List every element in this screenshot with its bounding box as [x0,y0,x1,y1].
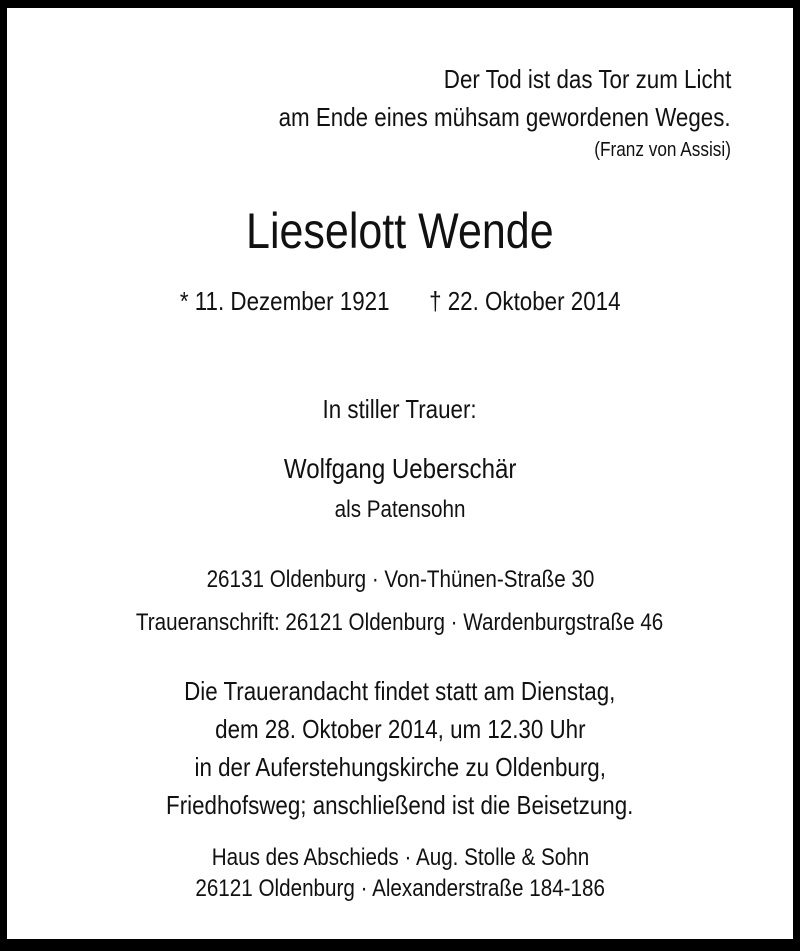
service-line-3: in der Auferstehungskirche zu Oldenburg, [194,752,606,782]
mourner-relation: als Patensohn [334,496,466,523]
funeral-home-name: Haus des Abschieds · Aug. Stolle & Sohn [211,844,589,871]
home-address: 26131 Oldenburg · Von-Thünen-Straße 30 [206,566,594,593]
funeral-home-address: 26121 Oldenburg · Alexanderstraße 184-186 [195,875,605,902]
death-date: † 22. Oktober 2014 [428,286,621,316]
quote-attribution: (Franz von Assisi) [594,139,731,161]
life-dates [7,286,793,317]
service-line-4: Friedhofsweg; anschließend ist die Beisetzung. [166,790,634,820]
service-line-2: dem 28. Oktober 2014, um 12.30 Uhr [214,714,586,744]
service-line-1: Die Trauerandacht findet statt am Dienstag, [184,676,616,706]
quote-line-2: am Ende eines mühsam gewordenen Weges. [278,102,731,132]
mourner-name: Wolfgang Ueberschär [283,453,517,484]
quote-line-1: Der Tod ist das Tor zum Licht [443,64,731,94]
birth-date: * 11. Dezember 1921 [179,286,390,316]
mourning-intro: In stiller Trauer: [322,394,478,424]
mourning-address: Traueranschrift: 26121 Oldenburg · Wardenburgstraße 46 [136,609,664,636]
deceased-name: Lieselott Wende [246,203,554,259]
obituary-card [7,8,793,939]
